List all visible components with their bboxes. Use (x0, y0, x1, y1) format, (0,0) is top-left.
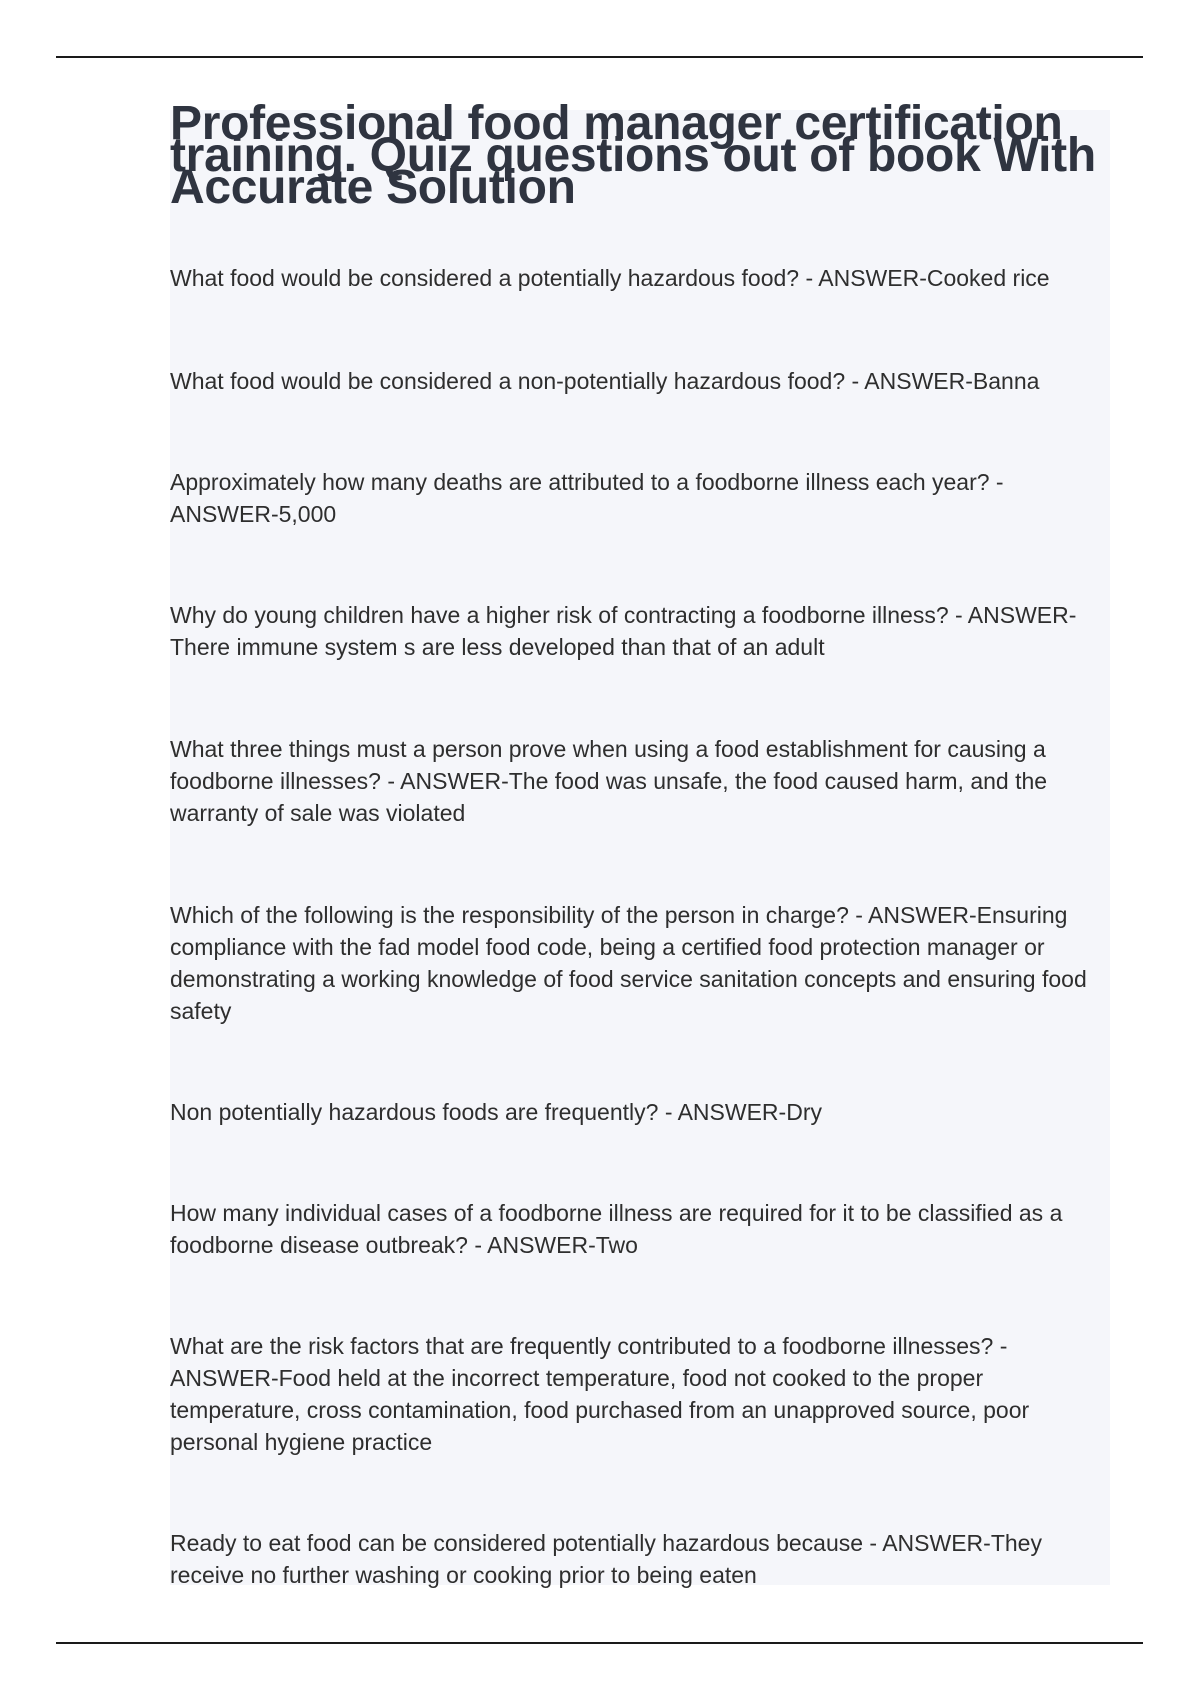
qa-item-6: Which of the following is the responsibility of the person in charge? - ANSWER-Ensuring compliance with the fad model food code, being a certified food protection manager or demonstrating a working knowledge of food service sanitation concepts and ensuring food safety (170, 902, 1087, 1024)
qa-item-10: Ready to eat food can be considered potentially hazardous because - ANSWER-They receive no further washing or cooking prior to being eaten (170, 1530, 1042, 1588)
bottom-rule (56, 1642, 1143, 1644)
qa-item-9: What are the risk factors that are frequently contributed to a foodborne illnesses? - ANSWER-Food held at the incorrect temperature, food not cooked to the proper temperature, cross contamination, food purchased from an unapproved source, poor personal hygiene practice (170, 1333, 1030, 1455)
document-title: Professional food manager certification training. Quiz questions out of book With Accurate Solution (170, 97, 1096, 214)
qa-item-4: Why do young children have a higher risk of contracting a foodborne illness? - ANSWER-There immune system s are less developed than that of an adult (170, 602, 1077, 660)
qa-item-7: Non potentially hazardous foods are frequently? - ANSWER-Dry (170, 1099, 822, 1125)
qa-item-5: What three things must a person prove when using a food establishment for causing a foodborne illnesses? - ANSWER-The food was unsafe, the food caused harm, and the warranty of sale was violated (170, 736, 1048, 826)
top-rule (56, 56, 1143, 58)
qa-item-8: How many individual cases of a foodborne illness are required for it to be classified as a foodborne disease outbreak? - ANSWER-Two (170, 1200, 1063, 1258)
qa-item-2: What food would be considered a non-potentially hazardous food? - ANSWER-Banna (170, 368, 1040, 394)
qa-item-3: Approximately how many deaths are attributed to a foodborne illness each year? - ANSWER-5,000 (170, 469, 1004, 527)
qa-item-1: What food would be considered a potentially hazardous food? - ANSWER-Cooked rice (170, 265, 1050, 291)
document-body (170, 97, 1130, 1588)
